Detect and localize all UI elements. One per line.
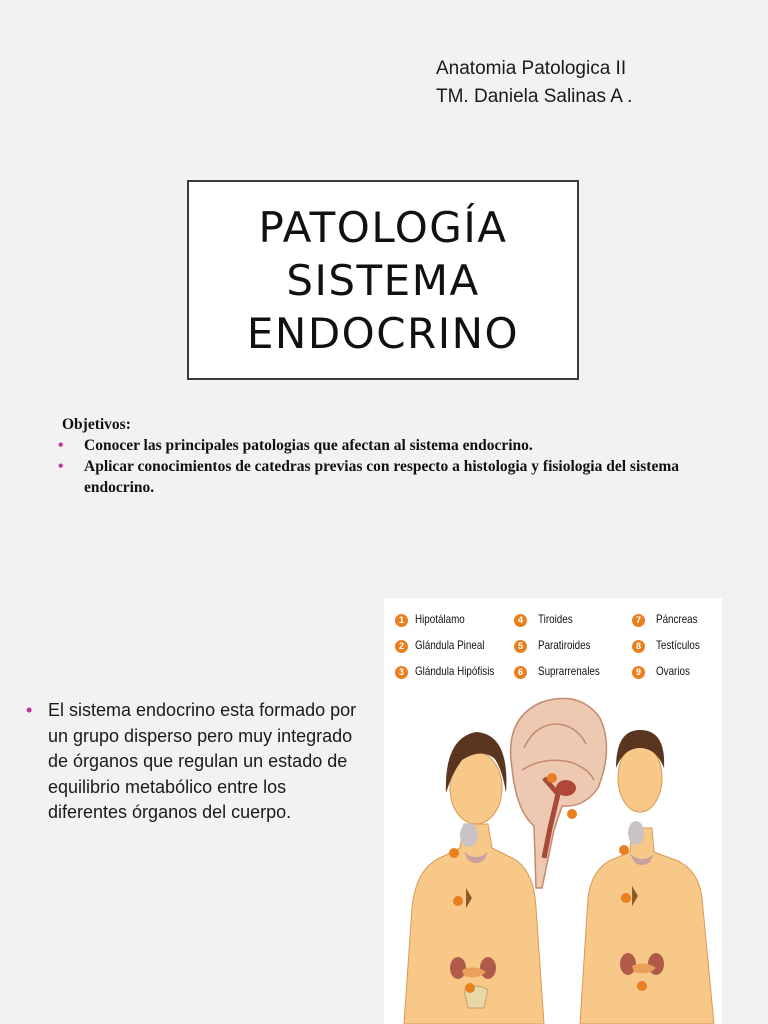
title-line-2: SISTEMA	[286, 255, 480, 305]
legend-label: Hipotálamo	[415, 612, 465, 626]
legend-label: Páncreas	[656, 612, 698, 626]
title-box	[187, 180, 579, 380]
legend-number: 8	[632, 640, 645, 653]
objective-item: • Aplicar conocimientos de catedras previas con respecto a histologia y fisiologia del sistema endocrino.	[62, 456, 742, 498]
anatomy-illustration	[384, 598, 722, 1024]
legend-number: 9	[632, 666, 645, 679]
objectives-heading: Objetivos:	[62, 416, 131, 433]
legend-number: 3	[395, 666, 408, 679]
legend-label: Suprarrenales	[538, 664, 600, 678]
legend-number: 4	[514, 614, 527, 627]
title-line-1: PATOLOGÍA	[258, 202, 508, 252]
title-line-3: ENDOCRINO	[246, 308, 520, 358]
legend-number: 5	[514, 640, 527, 653]
legend-number: 1	[395, 614, 408, 627]
endocrine-figure	[384, 598, 722, 1024]
legend-label: Glándula Pineal	[415, 638, 485, 652]
legend-label: Ovarios	[656, 664, 690, 678]
legend-number: 7	[632, 614, 645, 627]
objectives-section	[62, 414, 742, 498]
legend-label: Tiroides	[538, 612, 573, 626]
intro-bullet	[26, 698, 360, 826]
slide-header	[436, 55, 632, 111]
intro-text: El sistema endocrino esta formado por un grupo disperso pero muy integrado de órganos que regulan un estado de equilibrio metabólico entre los diferentes órganos del cuerpo.	[48, 700, 357, 822]
brain-illustration	[511, 698, 607, 888]
legend-label: Paratiroides	[538, 638, 591, 652]
legend-label: Testículos	[656, 638, 700, 652]
course-name: Anatomia Patologica II	[436, 58, 627, 79]
objectives-list	[62, 435, 742, 498]
author-name: TM. Daniela Salinas A .	[436, 86, 633, 107]
legend-number: 6	[514, 666, 527, 679]
objective-item: • Conocer las principales patologias que afectan al sistema endocrino.	[62, 435, 742, 456]
bullet-dot: •	[26, 700, 33, 720]
legend-number: 2	[395, 640, 408, 653]
legend-label: Glándula Hipófisis	[415, 664, 495, 678]
